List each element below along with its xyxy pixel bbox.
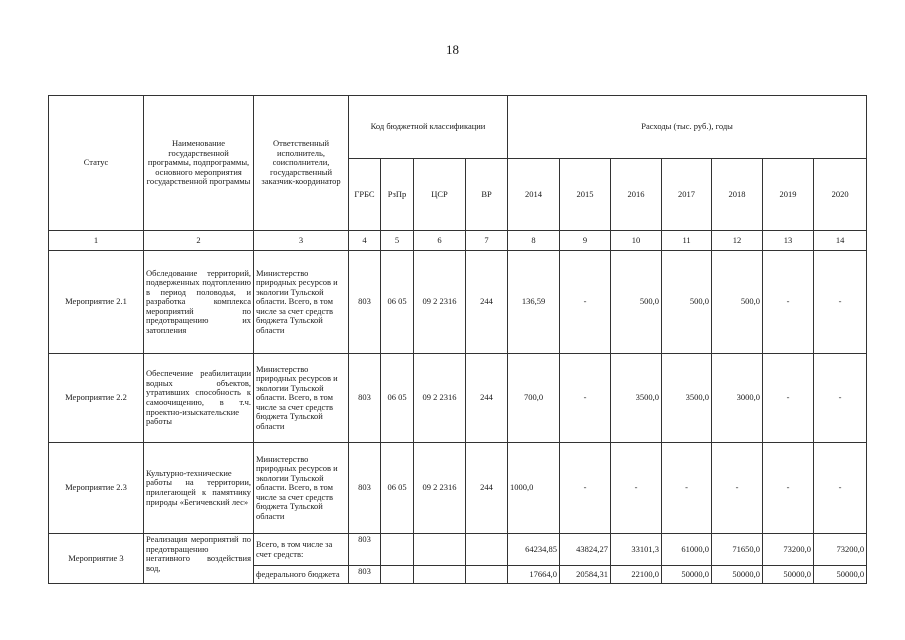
row-responsible: Всего, в том числе за счет средств: (254, 534, 349, 566)
row-value: 3000,0 (712, 354, 763, 443)
row-csr (414, 534, 466, 566)
row-value: - (560, 251, 611, 354)
page-number: 18 (446, 42, 459, 57)
row-name: Реализация мероприятий по предотвращению негативного воздействия вод, (144, 534, 254, 584)
row-value: 1000,0 (508, 443, 560, 534)
row-responsible: Министерство природных ресурсов и экологии Тульской области. Всего, в том числе за счет средств бюджета Тульской области (254, 251, 349, 354)
row-value: 61000,0 (662, 534, 712, 566)
row-responsible: федерального бюджета (254, 566, 349, 584)
column-number: 7 (466, 231, 508, 251)
column-number: 3 (254, 231, 349, 251)
row-csr (414, 566, 466, 584)
row-csr: 09 2 2316 (414, 354, 466, 443)
row-rzpr: 06 05 (381, 251, 414, 354)
column-number-row (49, 231, 867, 251)
table-row (49, 251, 867, 354)
row-name: Обследование территорий, подверженных подтоплению в период половодья, и разработка комплекса мероприятий по предотвращению их затопления (144, 251, 254, 354)
header-year: 2020 (814, 159, 867, 231)
row-value: - (611, 443, 662, 534)
row-value: - (763, 443, 814, 534)
header-year: 2014 (508, 159, 560, 231)
row-value: - (814, 251, 867, 354)
row-value: 500,0 (712, 251, 763, 354)
row-grbs: 803 (349, 566, 381, 584)
header-year: 2017 (662, 159, 712, 231)
header-budget-code: Код бюджетной классификации (349, 96, 508, 159)
row-value: - (662, 443, 712, 534)
row-value: 64234,85 (508, 534, 560, 566)
row-vr: 244 (466, 354, 508, 443)
table-row (49, 534, 867, 566)
row-name: Культурно-технические работы на территории, прилегающей к памятнику природы «Бегичевский лес» (144, 443, 254, 534)
header-status: Статус (49, 96, 144, 231)
row-csr: 09 2 2316 (414, 443, 466, 534)
table-row (49, 443, 867, 534)
row-value: 17664,0 (508, 566, 560, 584)
row-vr: 244 (466, 443, 508, 534)
header-rzpr: РзПр (381, 159, 414, 231)
row-status: Мероприятие 2.2 (49, 354, 144, 443)
row-value: 500,0 (611, 251, 662, 354)
row-rzpr: 06 05 (381, 443, 414, 534)
row-value: 3500,0 (611, 354, 662, 443)
row-status: Мероприятие 3 (49, 534, 144, 584)
row-value: 700,0 (508, 354, 560, 443)
row-value: 500,0 (662, 251, 712, 354)
row-value: 33101,3 (611, 534, 662, 566)
row-grbs: 803 (349, 354, 381, 443)
column-number: 2 (144, 231, 254, 251)
column-number: 4 (349, 231, 381, 251)
row-status: Мероприятие 2.3 (49, 443, 144, 534)
column-number: 6 (414, 231, 466, 251)
budget-table (48, 95, 867, 584)
row-responsible: Министерство природных ресурсов и экологии Тульской области. Всего, в том числе за счет средств бюджета Тульской области (254, 354, 349, 443)
header-year: 2019 (763, 159, 814, 231)
row-status: Мероприятие 2.1 (49, 251, 144, 354)
row-csr: 09 2 2316 (414, 251, 466, 354)
row-name: Обеспечение реабилитации водных объектов, утративших способность к самоочищению, в т.ч. проектно-изыскательские работы (144, 354, 254, 443)
row-grbs: 803 (349, 443, 381, 534)
row-value: 73200,0 (763, 534, 814, 566)
row-grbs: 803 (349, 251, 381, 354)
header-responsible: Ответственный исполнитель, соисполнители, государственный заказчик-координатор (254, 96, 349, 231)
header-csr: ЦСР (414, 159, 466, 231)
table-row (49, 354, 867, 443)
row-rzpr (381, 534, 414, 566)
row-value: - (560, 354, 611, 443)
row-value: - (763, 354, 814, 443)
row-value: 50000,0 (662, 566, 712, 584)
column-number: 5 (381, 231, 414, 251)
column-number: 13 (763, 231, 814, 251)
header-grbs: ГРБС (349, 159, 381, 231)
header-year: 2015 (560, 159, 611, 231)
row-vr: 244 (466, 251, 508, 354)
header-expenses: Расходы (тыс. руб.), годы (508, 96, 867, 159)
row-rzpr: 06 05 (381, 354, 414, 443)
column-number: 14 (814, 231, 867, 251)
row-value: 20584,31 (560, 566, 611, 584)
row-value: 50000,0 (712, 566, 763, 584)
row-value: 22100,0 (611, 566, 662, 584)
row-value: 3500,0 (662, 354, 712, 443)
row-grbs: 803 (349, 534, 381, 566)
row-value: 43824,27 (560, 534, 611, 566)
column-number: 9 (560, 231, 611, 251)
row-responsible: Министерство природных ресурсов и экологии Тульской области. Всего, в том числе за счет средств бюджета Тульской области (254, 443, 349, 534)
column-number: 12 (712, 231, 763, 251)
row-vr (466, 566, 508, 584)
column-number: 8 (508, 231, 560, 251)
column-number: 11 (662, 231, 712, 251)
row-rzpr (381, 566, 414, 584)
row-value: 50000,0 (763, 566, 814, 584)
header-name: Наименование государственной программы, подпрограммы, основного мероприятия государственной программы (144, 96, 254, 231)
row-value: - (814, 354, 867, 443)
row-value: - (763, 251, 814, 354)
row-value: 71650,0 (712, 534, 763, 566)
column-number: 1 (49, 231, 144, 251)
header-vr: ВР (466, 159, 508, 231)
row-value: - (560, 443, 611, 534)
row-value: - (712, 443, 763, 534)
header-year: 2016 (611, 159, 662, 231)
column-number: 10 (611, 231, 662, 251)
row-value: - (814, 443, 867, 534)
row-value: 50000,0 (814, 566, 867, 584)
header-year: 2018 (712, 159, 763, 231)
row-value: 73200,0 (814, 534, 867, 566)
row-value: 136,59 (508, 251, 560, 354)
row-vr (466, 534, 508, 566)
